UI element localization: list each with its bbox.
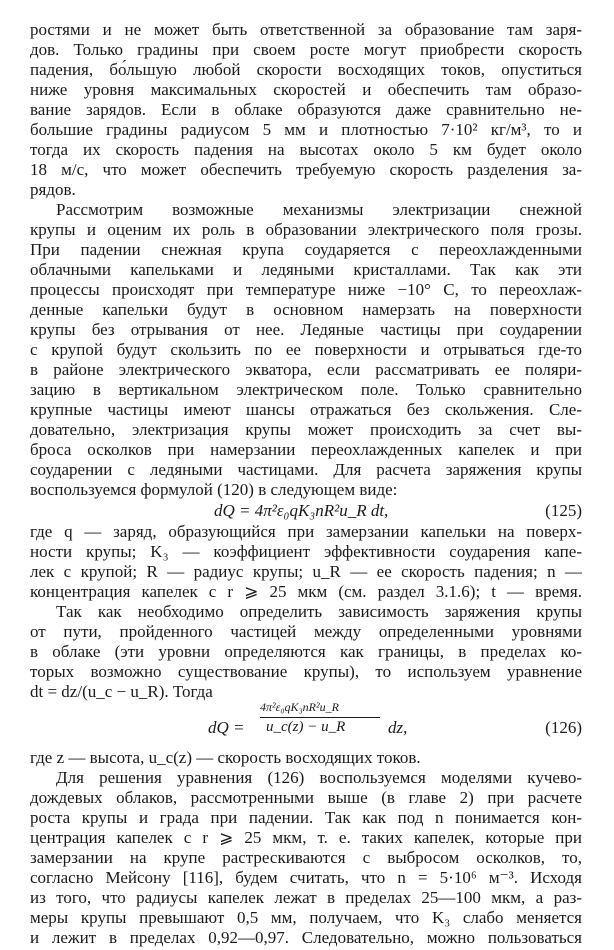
text-line: концентрация капелек с r ⩾ 25 мкм (см. раздел 3.1.6); t — время. [30, 582, 582, 601]
text-line: довательно, электризация крупы может происходить за счет вы- [30, 420, 582, 439]
text-line: зацию в вертикальном электрическом поле. Только сравнительно [30, 380, 582, 399]
text-line: из того, что радиусы капелек лежат в пределах 25—100 мкм, а раз- [30, 888, 582, 907]
fraction-denominator: u_c(z) − u_R [266, 719, 346, 735]
text-line: dt = dz/(u_c − u_R). Тогда [30, 682, 213, 701]
paragraph-first-line: Для решения уравнения (126) воспользуемся моделями кучево- [56, 768, 582, 787]
text-line: замерзании на крупе растрескиваются с выбросом осколков, то, [30, 848, 582, 867]
text-line: дождевых облаков, рассмотренными выше (в главе 2) при расчете [30, 788, 582, 807]
text-line: с крупой будут скользить по ее поверхности и отрываться где-то [30, 340, 582, 359]
fraction-numerator: 4π²ε₀qK₃nR²u_R [260, 700, 339, 714]
text-line: большие градины радиусом 5 мм и плотностью 7·10² кг/м³, то и [30, 120, 582, 139]
equation-number-126: (126) [545, 718, 582, 737]
text-line: броса осколков при намерзании переохлажденных капелек и при [30, 440, 582, 459]
paragraph-first-line: Рассмотрим возможные механизмы электризации снежной [56, 200, 582, 219]
text-line: роста крупы и града при падении. Так как под n понимается кон- [30, 808, 582, 827]
text-line: падения, бо́льшую любой скорости восходящих токов, опуститься [30, 60, 582, 79]
text-line: воспользуемся формулой (120) в следующем виде: [30, 480, 398, 499]
text-line: облачными капельками и ледяными кристаллами. Так как эти [30, 260, 582, 279]
paragraph-first-line: Так как необходимо определить зависимость заряжения крупы [56, 602, 582, 621]
text-line: рядов. [30, 180, 76, 199]
text-line: При падении снежная крупа соударяется с переохлажденными [30, 240, 582, 259]
text-line: крупы без отрывания от нее. Ледяные частицы при соударении [30, 320, 582, 339]
text-line: денные капельки будут в основном намерзать на поверхности [30, 300, 582, 319]
text-line: тогда их скорость падения на высотах около 5 км будет около [30, 140, 582, 159]
equation-126-lhs: dQ = [208, 718, 245, 737]
text-line: в районе электрического экватора, если рассматривать ее поляри- [30, 360, 582, 379]
text-line: где q — заряд, образующийся при замерзании капельки на поверх- [30, 522, 582, 541]
text-line: ростями и не может быть ответственной за образование там заря- [30, 20, 582, 39]
equation-125: dQ = 4π²ε₀qK₃nR²u_R dt, [214, 501, 389, 520]
equation-126-rhs: dz, [388, 718, 408, 737]
text-line: лек с крупой; R — радиус крупы; u_R — ее скорость падения; n — [30, 562, 582, 581]
text-line: от пути, пройденного частицей между определенными уровнями [30, 622, 582, 641]
text-line: где z — высота, u_c(z) — скорость восходящих токов. [30, 748, 421, 767]
text-line: соударении с ледяными частицами. Для расчета заряжения крупы [30, 460, 582, 479]
text-line: крупы и оценим их роль в образовании электрического поля грозы. [30, 220, 582, 239]
text-line: торых возможно существование крупы), то используем уравнение [30, 662, 582, 681]
text-line: ности крупы; K₃ — коэффициент эффективности соударения капе- [30, 542, 582, 561]
text-line: крупные частицы имеют шансы отражаться без скольжения. Сле- [30, 400, 582, 419]
text-line: ниже уровня максимальных скоростей и обеспечить там образо- [30, 80, 582, 99]
text-line: центрация капелек с r ⩾ 25 мкм, т. е. таких капелек, которые при [30, 828, 582, 847]
equation-number-125: (125) [545, 501, 582, 520]
text-line: вание зарядов. Если в облаке образуются даже сравнительно не- [30, 100, 582, 119]
equation-126-fraction [260, 700, 380, 738]
text-line: процессы происходят при температуре ниже −10° С, то переохлаж- [30, 280, 582, 299]
text-line: меры крупы превышают 0,5 мм, получаем, что K₃ слабо меняется [30, 908, 582, 927]
text-line: 18 м/с, что может обеспечить требуемую скорость разделения за- [30, 160, 582, 179]
text-line: и лежит в пределах 0,92—0,97. Следовательно, можно пользоваться [30, 928, 582, 947]
text-line: дов. Только градины при своем росте могут приобрести скорость [30, 40, 582, 59]
text-line: согласно Мейсону [116], будем считать, что n = 5·10⁶ м⁻³. Исходя [30, 868, 582, 887]
text-line: в облаке (эти уровни определяются как границы, в пределах ко- [30, 642, 582, 661]
